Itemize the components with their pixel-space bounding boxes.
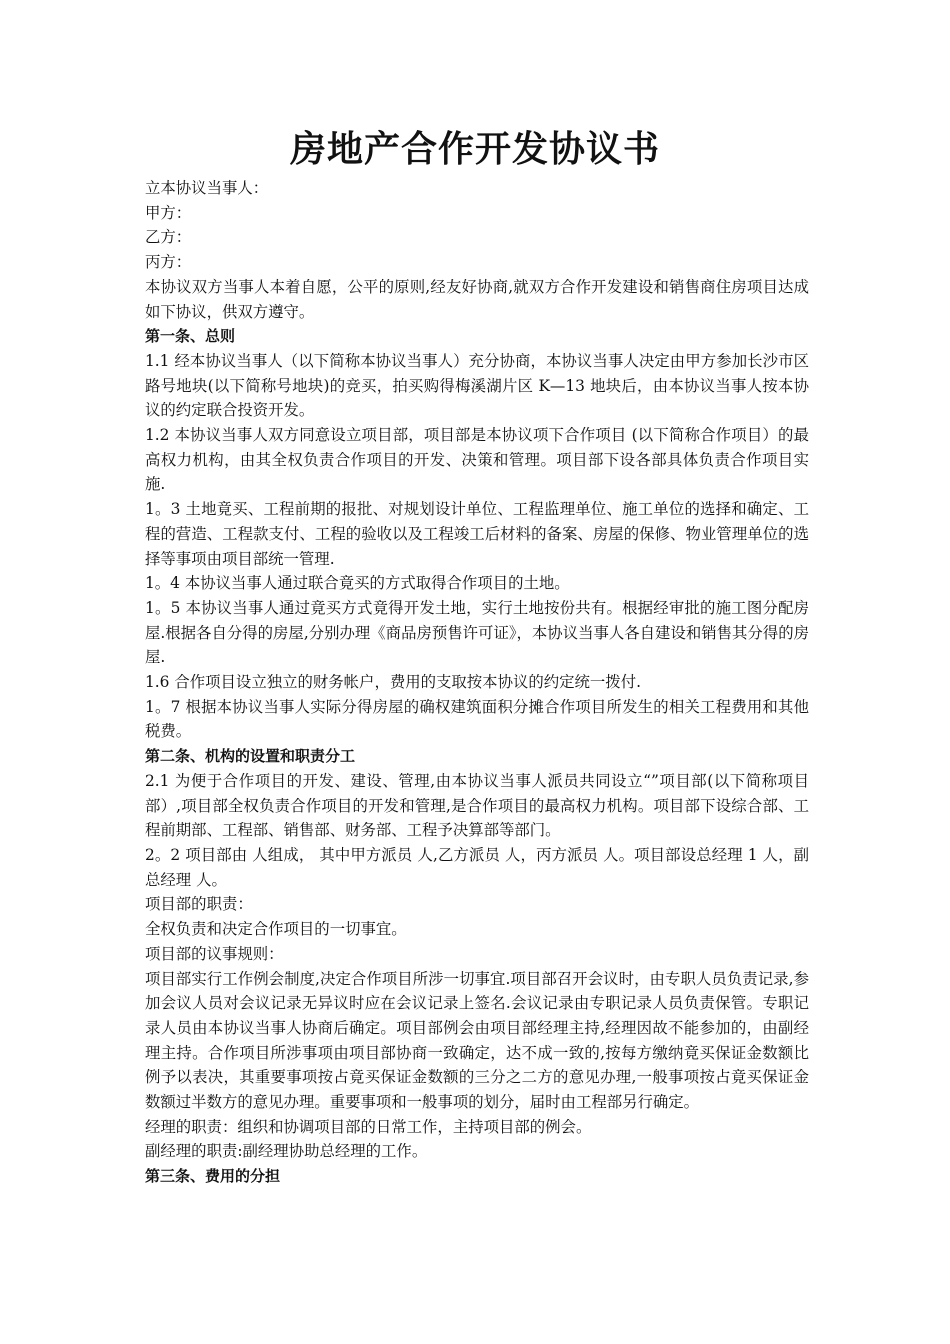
- paragraph: 2.1 为便于合作项目的开发、建设、管理,由本协议当事人派员共同设立“”项目部(以下简称项目部）,项目部全权负责合作项目的开发和管理,是合作项目的最高权力机构。项目部下设综合部、工程前期部、工程部、销售部、财务部、工程予决算部等部门。: [145, 771, 809, 840]
- document-title: 房地产合作开发协议书: [289, 129, 660, 170]
- paragraph: 乙方：: [145, 228, 192, 247]
- paragraph: 1。7 根据本协议当事人实际分得房屋的确权建筑面积分摊合作项目所发生的相关工程费用和其他税费。: [145, 697, 809, 741]
- paragraph: 1.2 本协议当事人双方同意设立项目部，项目部是本协议项下合作项目 (以下简称合作项目）的最高权力机构，由其全权负责合作项目的开发、决策和管理。项目部下设各部具体负责合作项目实施.: [145, 426, 809, 494]
- section-heading: 第二条、机构的设置和职责分工: [145, 747, 356, 766]
- paragraph: 项目部的议事规则：: [145, 944, 284, 963]
- paragraph: 丙方：: [145, 253, 192, 272]
- paragraph: 甲方：: [145, 203, 192, 222]
- paragraph: 1。4 本协议当事人通过联合竟买的方式取得合作项目的土地。: [145, 574, 570, 593]
- paragraph: 项目部实行工作例会制度,决定合作项目所涉一切事宜.项目部召开会议时，由专职人员负责记录,参加会议人员对会议记录无异议时应在会议记录上签名.会议记录由专职记录人员负责保管。专职记录人员由本协议当事人协商后确定。项目部例会由项目部经理主持,经理因故不能参加的，由副经理主持。合作项目所涉事项由项目部协商一致确定，达不成一致的,按每方缴纳竟买保证金数额比例予以表决，其重要事项按占竟买保证金数额的三分之二方的意见办理,一般事项按占竟买保证金数额过半数方的意见办理。重要事项和一般事项的划分，届时由工程部另行确定。: [145, 969, 809, 1112]
- paragraph: 立本协议当事人：: [145, 179, 269, 197]
- paragraph: 副经理的职责:副经理协助总经理的工作。: [145, 1142, 428, 1161]
- paragraph: 1.1 经本协议当事人（以下简称本协议当事人）充分协商，本协议当事人决定由甲方参加长沙市区路号地块(以下简称号地块)的竞买，拍买购得梅溪湖片区 K—13 地块后，由本协议当事人按本协议的约定联合投资开发。: [145, 351, 809, 420]
- document-body: [145, 176, 809, 1189]
- paragraph: 经理的职责：组织和协调项目部的日常工作，主持项目部的例会。: [145, 1117, 592, 1136]
- paragraph: 本协议双方当事人本着自愿，公平的原则,经友好协商,就双方合作开发建设和销售商住房项目达成如下协议，供双方遵守。: [145, 277, 809, 321]
- paragraph: 1。3 土地竟买、工程前期的报批、对规划设计单位、工程监理单位、施工单位的选择和确定、工程的营造、工程款支付、工程的验收以及工程竣工后材料的备案、房屋的保修、物业管理单位的选择等事项由项目部统一管理.: [145, 500, 809, 568]
- paragraph: 2。2 项目部由 人组成， 其中甲方派员 人,乙方派员 人，丙方派员 人。项目部设总经理 1 人，副总经理 人。: [145, 845, 809, 889]
- paragraph: 1。5 本协议当事人通过竟买方式竟得开发土地，实行土地按份共有。根据经审批的施工图分配房屋.根据各自分得的房屋,分别办理《商品房预售许可证》，本协议当事人各自建设和销售其分得的房屋.: [145, 598, 809, 667]
- section-heading: 第三条、费用的分担: [145, 1167, 281, 1186]
- paragraph: 全权负责和决定合作项目的一切事宜。: [145, 920, 407, 939]
- paragraph: 1.6 合作项目设立独立的财务帐户，费用的支取按本协议的约定统一拨付.: [145, 673, 641, 692]
- section-heading: 第一条、总则: [145, 327, 236, 346]
- paragraph: 项目部的职责：: [145, 895, 253, 914]
